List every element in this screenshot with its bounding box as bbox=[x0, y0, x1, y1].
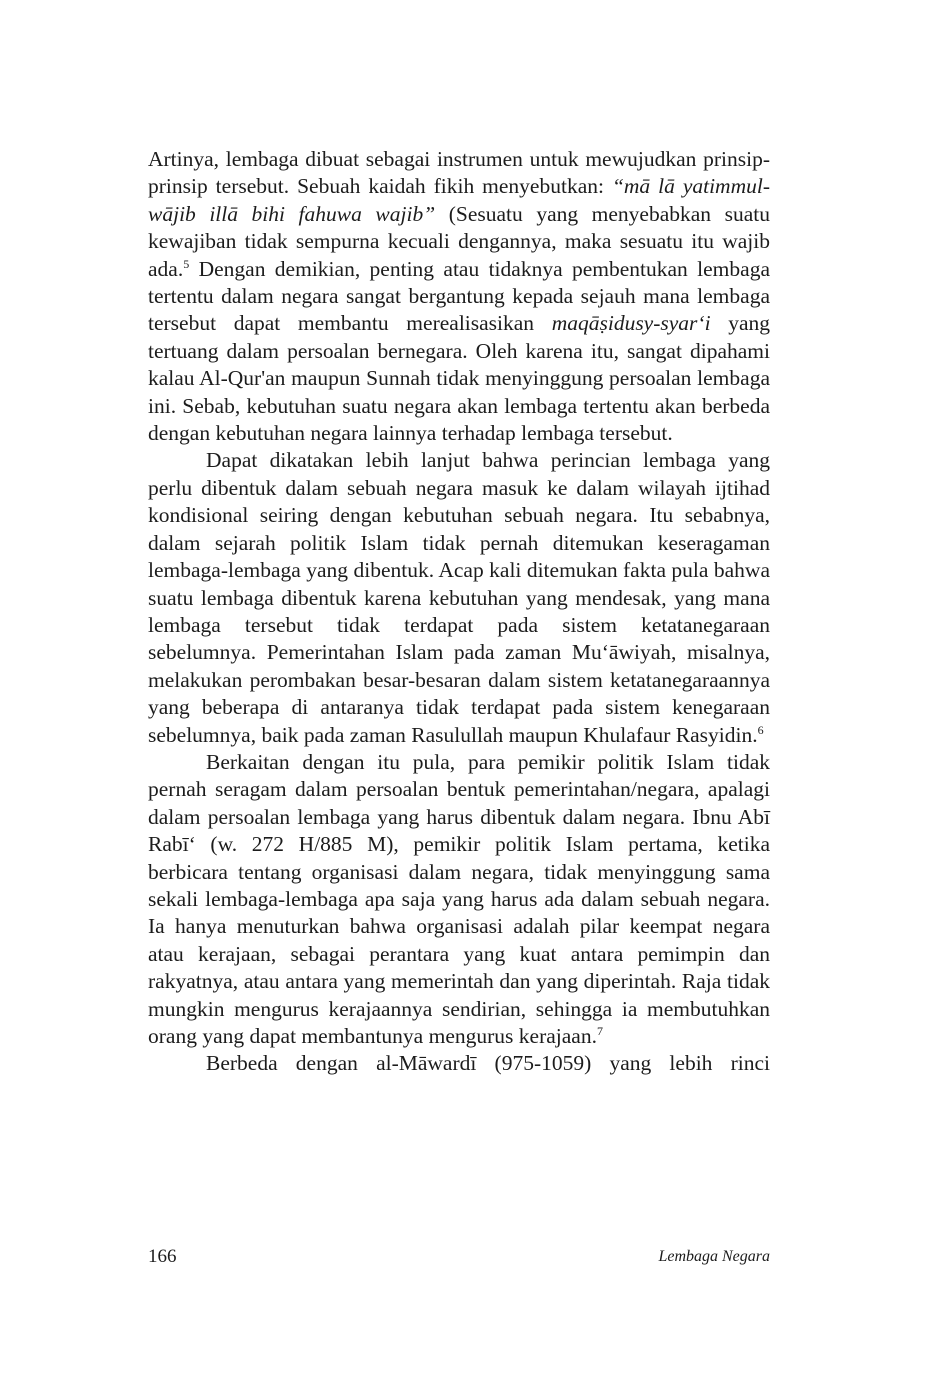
paragraph bbox=[148, 749, 770, 1050]
footnote-ref: 6 bbox=[757, 722, 764, 737]
text-run: Berkaitan dengan itu pula, para pemikir politik Islam tidak pernah seragam dalam persoalan bentuk pemerintahan/negara, apalagi dalam persoalan lembaga yang harus dibentuk dalam negara. Ibnu Abī Rabī‘ (w. 272 H/885 M), pemikir politik Islam pertama, ketika berbicara tentang organisasi dalam negara, tidak menyinggung sama sekali lembaga-lembaga apa saja yang harus ada dalam sebuah negara. Ia hanya menuturkan bahwa organisasi adalah pilar keempat negara atau kerajaan, sebagai perantara yang kuat antara pemimpin dan rakyatnya, atau antara yang memerintah dan yang diperintah. Raja tidak mungkin mengurus kerajaannya sendirian, sehingga ia membutuhkan orang yang dapat membantunya mengurus kerajaan. bbox=[148, 749, 770, 1048]
footnote-ref: 5 bbox=[183, 256, 190, 271]
text-run: Dapat dikatakan lebih lanjut bahwa perincian lembaga yang perlu dibentuk dalam sebuah negara masuk ke dalam wilayah ijtihad kondisional seiring dengan kebutuhan sebuah negara. Itu sebabnya, dalam sejarah politik Islam tidak pernah ditemukan keseragaman lembaga-lembaga yang dibentuk. Acap kali ditemukan fakta pula bahwa suatu lembaga dibentuk karena kebutuhan yang mendesak, yang mana lembaga tersebut tidak terdapat pada sistem ketatanegaraan sebelumnya. Pemerintahan Islam pada zaman Mu‘āwiyah, misalnya, melakukan perombakan besar-besaran dalam sistem ketatanegaraannya yang beberapa di antaranya tidak terdapat pada sistem kenegaraan sebelumnya, baik pada zaman Rasulullah maupun Khulafaur Rasyidin. bbox=[148, 448, 770, 747]
page-number: 166 bbox=[148, 1246, 177, 1267]
paragraph bbox=[148, 1050, 770, 1077]
text-run: Dengan demikian, penting atau tidaknya pembentukan lembaga tertentu dalam negara sangat bergantung kepada sejauh mana lembaga tersebut dapat membantu merealisasikan bbox=[148, 256, 770, 336]
paragraph bbox=[148, 447, 770, 748]
arabic-maxim-transliteration: “mā lā yatimmul-wājib illā bihi fahuwa wajib” bbox=[148, 174, 770, 226]
text-run: Artinya, lembaga dibuat sebagai instrumen untuk mewujudkan prinsip-prinsip tersebut. Sebuah kaidah fikih menyebutkan: bbox=[148, 147, 770, 199]
paragraph bbox=[148, 146, 770, 447]
body-text bbox=[148, 146, 770, 1078]
text-run: (Sesuatu yang menyebabkan suatu kewajiban tidak sempurna kecuali dengannya, maka sesuatu itu wajib ada. bbox=[148, 201, 770, 281]
text-run: yang tertuang dalam persoalan bernegara. Oleh karena itu, sangat dipahami kalau Al-Qur'an maupun Sunnah tidak menyinggung persoalan lembaga ini. Sebab, kebutuhan suatu negara akan lembaga tertentu akan berbeda dengan kebutuhan negara lainnya terhadap lembaga tersebut. bbox=[148, 311, 770, 446]
italic-term: maqāṣidusy-syar‘i bbox=[551, 311, 711, 336]
text-run: Berbeda dengan al-Māwardī (975-1059) yang lebih rinci bbox=[206, 1051, 770, 1076]
running-title: Lembaga Negara bbox=[658, 1248, 770, 1265]
footnote-ref: 7 bbox=[596, 1024, 603, 1038]
